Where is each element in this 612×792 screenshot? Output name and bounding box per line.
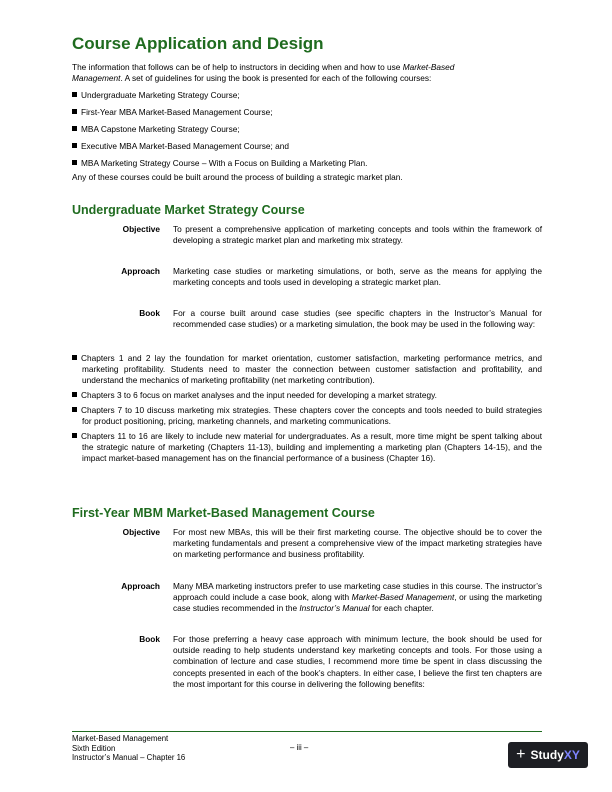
list-item: MBA Marketing Strategy Course – With a Focus on Building a Marketing Plan. xyxy=(72,158,542,169)
objective-label: Objective xyxy=(122,527,160,537)
bullet-icon xyxy=(72,392,77,397)
section1-heading: Undergraduate Market Strategy Course xyxy=(72,203,305,217)
page-number: – iii – xyxy=(290,743,309,752)
list-item: Chapters 7 to 10 discuss marketing mix strategies. These chapters cover the concepts and tools needed to build strategies for product positioning, pricing, marketing channels, and marketing communications. xyxy=(72,405,542,427)
list-item: First-Year MBA Market-Based Management Course; xyxy=(72,107,542,118)
approach-label: Approach xyxy=(121,266,160,276)
list-item: Executive MBA Market-Based Management Course; and xyxy=(72,141,542,152)
footer-divider xyxy=(72,731,542,732)
closing-text: Any of these courses could be built around the process of building a strategic market plan. xyxy=(72,172,403,182)
book-text: For a course built around case studies (see specific chapters in the Instructor’s Manual for recommended case studies) or a marketing simulation, the book may be used in the following way: xyxy=(173,308,542,330)
course-list xyxy=(72,90,542,175)
book-text: For those preferring a heavy case approach with minimum lecture, the book should be used for outside reading to help students understand key marketing concepts and tools. For those using a combination of lecture and case studies, I recommend more time be spent in class discussing the concepts presented in each of the book’s chapters. In either case, I believe the first ten chapters are the most important for this course in delivering the following benefits: xyxy=(173,634,542,689)
list-item: Chapters 1 and 2 lay the foundation for market orientation, customer satisfaction, marketing performance metrics, and marketing profitability. Students need to master the connection between customer satisfaction and profitability, and understand the mechanics of marketing profitability (net marketing contribution). xyxy=(72,353,542,386)
approach-label: Approach xyxy=(121,581,160,591)
list-item: Chapters 11 to 16 are likely to include new material for undergraduates. As a result, more time might be spent talking about the strategic nature of marketing (Chapters 11-13), building and implementing a marketing plan (Chapters 14-15), and the impact market-based management has on the financial performance of a business (Chapter 16). xyxy=(72,431,542,464)
book-label: Book xyxy=(139,308,160,318)
bullet-icon xyxy=(72,126,77,131)
book-label: Book xyxy=(139,634,160,644)
section2-heading: First-Year MBM Market-Based Management Course xyxy=(72,506,375,520)
intro-paragraph: The information that follows can be of help to instructors in deciding when and how to use Market-Based Management. A set of guidelines for using the book is presented for each of the following courses: xyxy=(72,62,455,83)
list-item: Undergraduate Marketing Strategy Course; xyxy=(72,90,542,101)
page-title: Course Application and Design xyxy=(72,34,324,53)
plus-icon: + xyxy=(516,746,526,763)
bullet-icon xyxy=(72,433,77,438)
objective-text: For most new MBAs, this will be their first marketing course. The objective should be to cover the marketing fundamentals and present a comprehensive view of the impact marketing strategies have on marketing performance and business profitability. xyxy=(173,527,542,560)
section1-bullets xyxy=(72,353,542,468)
objective-label: Objective xyxy=(122,224,160,234)
bullet-icon xyxy=(72,143,77,148)
list-item: Chapters 3 to 6 focus on market analyses and the input needed for developing a market strategy. xyxy=(72,390,542,401)
bullet-icon xyxy=(72,407,77,412)
objective-text: To present a comprehensive application of marketing concepts and tools within the framework of developing a strategic market plan and marketing mix strategy. xyxy=(173,224,542,246)
bullet-icon xyxy=(72,355,77,360)
footer-info: Market-Based Management Sixth Edition Instructor’s Manual – Chapter 16 xyxy=(72,734,186,762)
bullet-icon xyxy=(72,160,77,165)
bullet-icon xyxy=(72,109,77,114)
bullet-icon xyxy=(72,92,77,97)
studyxy-logo: + Study XY xyxy=(508,742,588,768)
list-item: MBA Capstone Marketing Strategy Course; xyxy=(72,124,542,135)
approach-text: Many MBA marketing instructors prefer to use marketing case studies in this course. The instructor’s approach could include a case book, along with Market-Based Management, or using the marketing case studies recommended in the Instructor’s Manual for each chapter. xyxy=(173,581,542,614)
approach-text: Marketing case studies or marketing simulations, or both, serve as the means for applying the marketing concepts and tools used in developing a strategic market plan. xyxy=(173,266,542,288)
